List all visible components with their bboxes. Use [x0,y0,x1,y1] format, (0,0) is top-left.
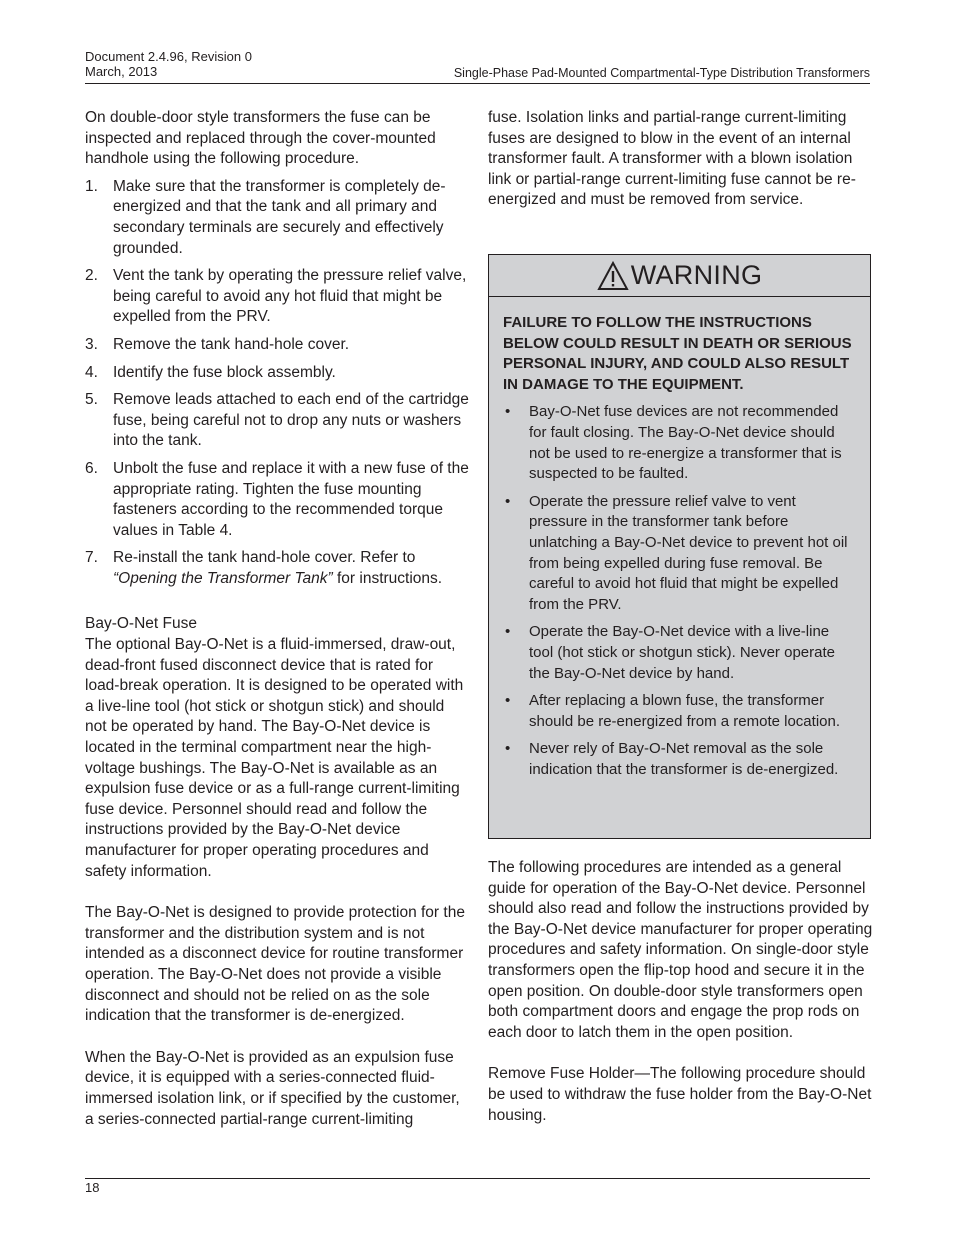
bullet-icon: • [505,692,511,710]
procedure-step: 4. Identify the fuse block assembly. [85,363,336,381]
document-date: March, 2013 [85,64,158,79]
bay-o-net-paragraph-2: The Bay-O-Net is designed to provide protection for the transformer and the distribution system and is not intended as a disconnect device for routine transformer operation. The Bay-O-Net does not provide a visible disconnect and should not be relied on as the sole indication that the transformer is de-energized. [85,904,465,1025]
procedure-steps [85,177,470,590]
warning-body [489,297,870,780]
warning-header [489,255,870,297]
section-reference: “Opening the Transformer Tank” [113,569,333,587]
warning-item: • Never rely of Bay-O-Net removal as the sole indication that the transformer is de-energized. [503,739,856,780]
warning-title: WARNING [630,260,763,290]
header-title: Single-Phase Pad-Mounted Compartmental-Type Distribution Transformers [453,66,870,80]
procedure-step: 6. Unbolt the fuse and replace it with a new fuse of the appropriate rating. Tighten the fuse mounting fasteners according to the recommended torque values in Table 4. [85,459,469,539]
bullet-icon: • [505,492,511,510]
remove-fuse-holder-paragraph: Remove Fuse Holder—The following procedure should be used to withdraw the fuse holder from the Bay-O-Net housing. [488,1065,872,1124]
procedure-step: 5. Remove leads attached to each end of the cartridge fuse, being careful not to drop any nuts or washers into the tank. [85,391,469,450]
footer-divider [85,1178,870,1179]
warning-item: • After replacing a blown fuse, the transformer should be re-energized from a remote location. [503,691,856,732]
header-document-info [85,49,252,79]
procedure-step: 2. Vent the tank by operating the pressure relief valve, being careful to avoid any hot fluid that might be expelled from the PRV. [85,267,467,326]
bullet-icon: • [505,623,511,641]
bay-o-net-paragraph-3: When the Bay-O-Net is provided as an expulsion fuse device, it is equipped with a series-connected fluid-immersed isolation link, or if specified by the customer, a series-connected partial-range current-limiting [85,1048,460,1128]
left-column [85,108,470,1130]
procedure-step: 1. Make sure that the transformer is completely de-energized and that the tank and all primary and secondary terminals are securely and effectively grounded. [85,177,446,257]
document-id: Document 2.4.96, Revision 0 [85,49,252,64]
page-number: 18 [85,1180,100,1195]
warning-box [488,254,871,839]
warning-list [503,402,856,780]
section-heading: Bay-O-Net Fuse [85,615,197,633]
procedure-step: 3. Remove the tank hand-hole cover. [85,335,350,353]
bullet-icon: • [505,403,511,421]
intro-paragraph: On double-door style transformers the fuse can be inspected and replaced through the cover-mounted handhole using the following procedure. [85,109,436,168]
header-divider [85,83,870,84]
warning-item: • Operate the Bay-O-Net device with a live-line tool (hot stick or shotgun stick). Never operate the Bay-O-Net device by hand. [503,622,856,684]
bay-o-net-paragraph-1: The optional Bay-O-Net is a fluid-immersed, draw-out, dead-front fused disconnect device that is rated for load-break operation. It is designed to be operated with a live-line tool (hot stick or shotgun stick) and should not be operated by hand. The Bay-O-Net device is located in the terminal compartment near the high-voltage bushings. The Bay-O-Net is available as an expulsion fuse device or as a full-range current-limiting fuse device. Personnel should read and follow the instructions provided by the Bay-O-Net device manufacturer for proper operating procedures and safety information. [85,636,464,880]
warning-triangle-icon [597,261,629,291]
procedure-section [488,858,873,1126]
bullet-icon: • [505,740,511,758]
procedure-intro-paragraph: The following procedures are intended as a general guide for operation of the Bay-O-Net device. Personnel should also read and follow the instructions provided by the Bay-O-Net device manufacturer for proper operating procedures and safety information. On single-door style transformers open the flip-top hood and secure it in the open position. On double-door style transformers open both compartment doors and engage the prop rods on each door to latch them in the open position. [488,859,873,1041]
warning-item: • Operate the pressure relief valve to vent pressure in the transformer tank before unlatching a Bay-O-Net device to prevent hot oil from being expelled during fuse removal. Be careful to avoid hot fluid that might be expelled from the PRV. [503,492,856,616]
procedure-step: 7. Re-install the tank hand-hole cover. Refer to “Opening the Transformer Tank” for instructions. [85,549,443,587]
warning-statement: FAILURE TO FOLLOW THE INSTRUCTIONS BELOW COULD RESULT IN DEATH OR SERIOUS PERSONAL INJURY, AND COULD ALSO RESULT IN DAMAGE TO THE EQUIPMENT. [503,314,852,393]
continued-paragraph: fuse. Isolation links and partial-range current-limiting fuses are designed to blow in the event of an internal transformer fault. A transformer with a blown isolation link or partial-range current-limiting fuse cannot be re-energized and must be removed from service. [488,109,856,209]
warning-item: • Bay-O-Net fuse devices are not recommended for fault closing. The Bay-O-Net device should not be used to re-energize a transformer that is suspected to be faulted. [503,402,856,484]
right-column [488,108,873,211]
